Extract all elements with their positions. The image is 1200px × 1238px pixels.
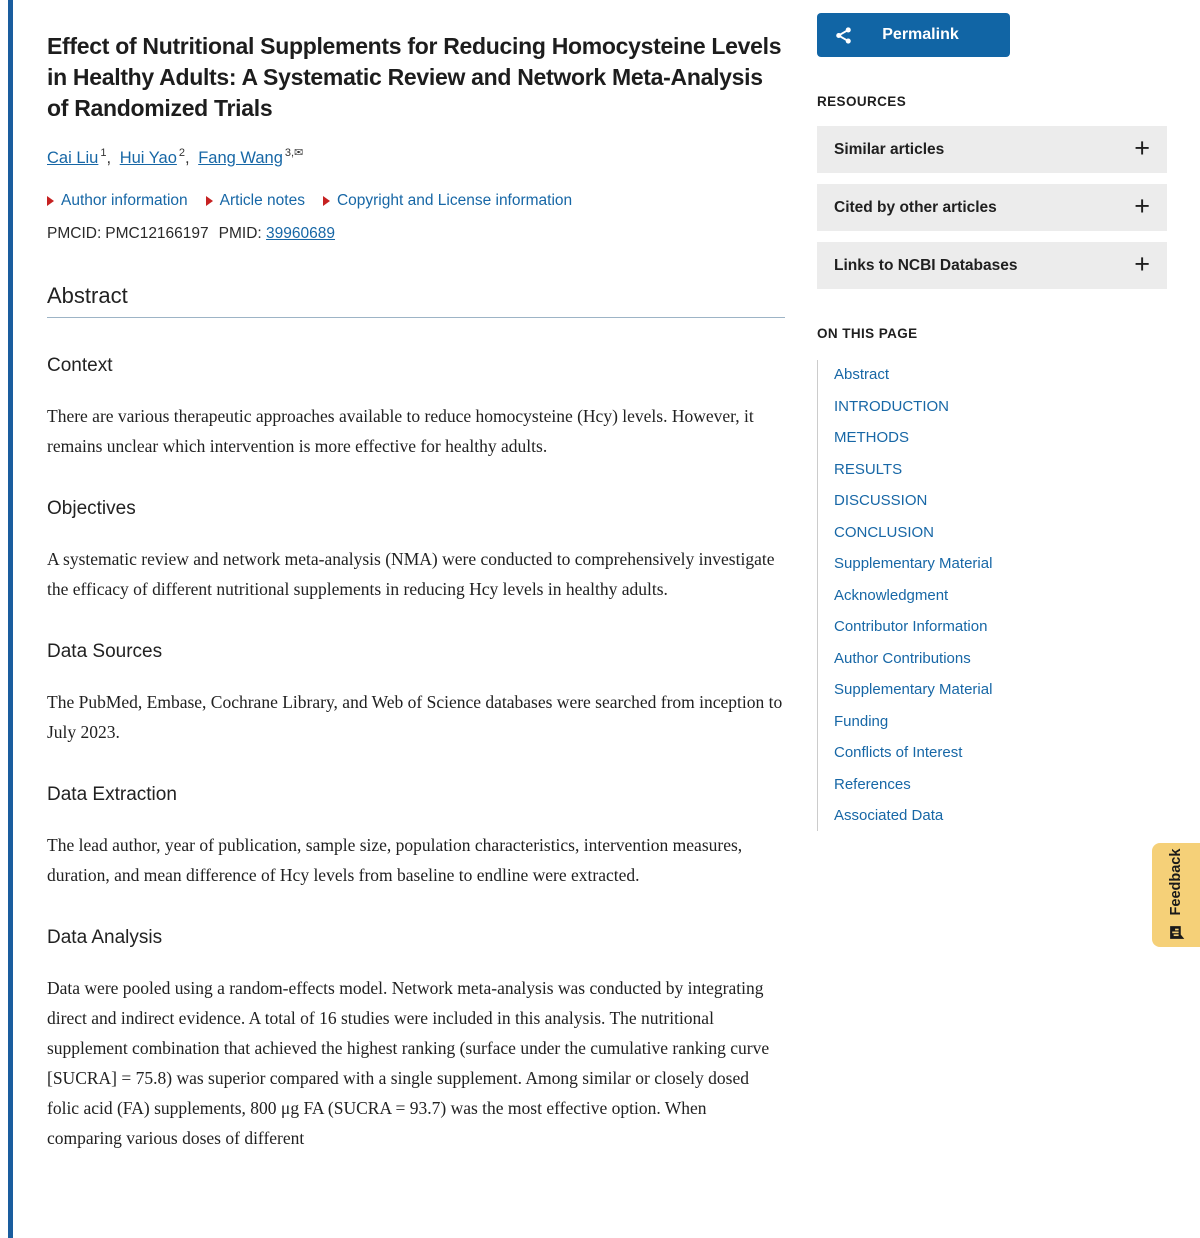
on-this-page-item [834,398,1167,416]
feedback-button[interactable] [1152,843,1200,947]
author-link[interactable]: Fang Wang [198,148,283,167]
on-this-page-item [834,807,1167,825]
pmid-link[interactable]: 39960689 [266,224,336,242]
on-this-page-item [834,524,1167,542]
on-this-page-heading: ON THIS PAGE [817,326,918,341]
on-this-page-link[interactable]: Acknowledgment [834,586,949,604]
on-this-page-item [834,713,1167,731]
abstract-heading: Abstract [47,283,785,318]
article-main [47,0,785,1153]
on-this-page-item [834,618,1167,636]
abstract-subsection [47,355,785,461]
abstract-paragraph: A systematic review and network meta-analysis (NMA) were conducted to comprehensively investigate the efficacy of different nutritional supplements in reducing Hcy levels in healthy adults. [47,548,775,599]
on-this-page-link[interactable]: Supplementary Material [834,681,993,698]
author-link[interactable]: Hui Yao [119,148,177,167]
author [120,149,194,167]
on-this-page-link[interactable]: INTRODUCTION [834,397,949,415]
info-link-label[interactable]: Copyright and License information [336,191,573,209]
pmcid-label: PMCID: [47,224,102,242]
info-link[interactable] [323,192,572,210]
on-this-page-link[interactable]: Abstract [834,366,890,383]
feedback-button-inner [1152,843,1200,947]
abstract-subsection [47,784,785,890]
left-accent-bar [8,0,13,1238]
feedback-label: Feedback [1168,848,1184,916]
triangle-right-icon [323,196,330,206]
resource-accordion[interactable] [817,242,1167,289]
abstract-subheading: Data Sources [47,640,163,662]
on-this-page-item [834,681,1167,699]
resource-accordion-label: Links to NCBI Databases [834,256,1018,274]
author-superscript: 1 [100,147,107,159]
plus-icon[interactable]: + [1134,248,1150,279]
abstract-paragraph: The PubMed, Embase, Cochrane Library, and Web of Science databases were searched from inception to July 2023. [47,691,783,742]
info-link[interactable] [206,192,305,210]
author-list [47,146,785,168]
article-ids [47,225,785,243]
abstract-subheading: Data Analysis [47,926,163,948]
permalink-button[interactable] [817,13,1010,57]
resource-accordion-label: Cited by other articles [834,198,997,216]
plus-icon[interactable]: + [1134,132,1150,163]
abstract-section [47,283,785,1153]
resource-accordion-label: Similar articles [834,140,945,158]
on-this-page-link[interactable]: Conflicts of Interest [834,744,963,761]
author-separator: , [106,148,112,167]
share-icon [834,26,853,48]
abstract-subheading: Data Extraction [47,783,177,805]
info-link-label[interactable]: Author information [61,191,188,209]
on-this-page-link[interactable]: Author Contributions [834,649,971,667]
on-this-page-item [834,650,1167,668]
sidebar [817,0,1167,831]
plus-icon[interactable]: + [1134,190,1150,221]
resources-heading: RESOURCES [817,94,907,109]
abstract-body [47,355,785,1153]
resource-accordion[interactable] [817,126,1167,173]
on-this-page-link[interactable]: METHODS [834,429,909,446]
on-this-page-item [834,776,1167,794]
abstract-paragraph: Data were pooled using a random-effects model. Network meta-analysis was conducted by integrating direct and indirect evidence. A total of 16 studies were included in this analysis. The nutritional supplement combination that achieved the highest ranking (surface under the cumulative ranking curve [SUCRA] = 75.8) was superior compared with a single supplement. Among similar or closely dosed folic acid (FA) supplements, 800 μg FA (SUCRA = 93.7) was the most effective option. When comparing various doses of different [47,977,770,1148]
on-this-page-link[interactable]: Contributor Information [834,618,988,635]
comment-chart-icon [1168,924,1185,941]
on-this-page-item [834,744,1167,762]
abstract-paragraph: The lead author, year of publication, sample size, population characteristics, intervention measures, duration, and mean difference of Hcy levels from baseline to endline were extracted. [47,834,743,885]
author-superscript: 2 [178,147,185,159]
abstract-paragraph: There are various therapeutic approaches available to reduce homocysteine (Hcy) levels. However, it remains unclear which intervention is more effective for healthy adults. [47,405,754,456]
on-this-page-link[interactable]: DISCUSSION [834,492,928,509]
on-this-page-item [834,555,1167,573]
abstract-subsection [47,927,785,1153]
on-this-page-item [834,366,1167,384]
author-link[interactable]: Cai Liu [47,148,99,167]
on-this-page-item [834,492,1167,510]
on-this-page-link[interactable]: References [834,775,911,793]
info-link[interactable] [47,192,188,210]
article-title: Effect of Nutritional Supplements for Reducing Homocysteine Levels in Healthy Adults: A Systematic Review and Network Meta-Analysis of Randomized Trials [47,33,782,121]
pmid-label: PMID: [218,224,262,242]
abstract-subsection [47,498,785,604]
author-superscript: 3,✉ [284,147,304,159]
on-this-page-item [834,587,1167,605]
abstract-subheading: Objectives [47,497,136,519]
on-this-page-link[interactable]: Associated Data [834,807,944,824]
permalink-label: Permalink [882,26,959,43]
abstract-subheading: Context [47,354,113,376]
on-this-page-link[interactable]: Funding [834,712,889,730]
author [198,149,307,167]
abstract-subsection [47,641,785,747]
info-link-label[interactable]: Article notes [219,191,305,209]
author-separator: , [185,148,190,167]
resources-list [817,126,1167,289]
on-this-page-link[interactable]: CONCLUSION [834,523,935,541]
on-this-page-item [834,461,1167,479]
pmcid-value: PMC12166197 [105,224,209,242]
on-this-page-nav [817,360,1167,831]
resource-accordion[interactable] [817,184,1167,231]
on-this-page-item [834,429,1167,447]
on-this-page-link[interactable]: Supplementary Material [834,555,993,572]
author [47,149,115,167]
article-info-links [47,192,785,210]
triangle-right-icon [206,196,213,206]
on-this-page-link[interactable]: RESULTS [834,460,903,478]
triangle-right-icon [47,196,54,206]
